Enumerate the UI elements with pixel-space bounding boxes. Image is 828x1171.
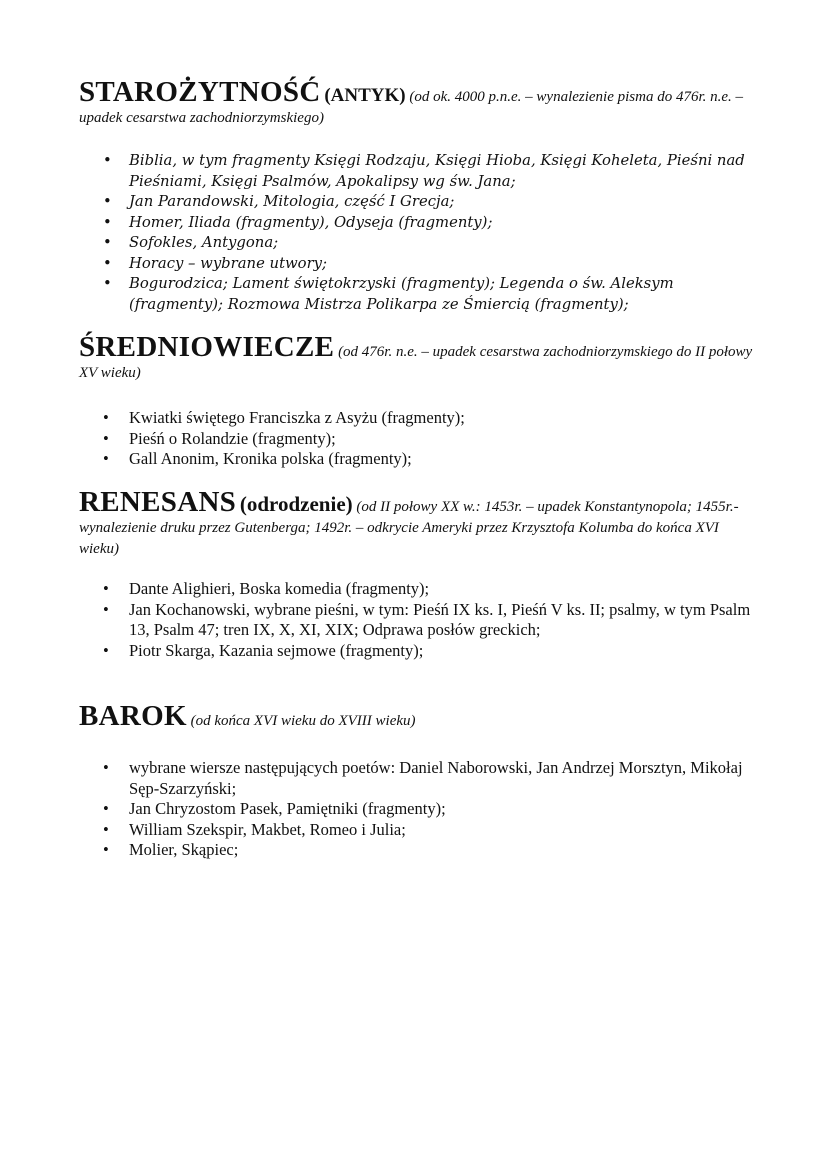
list-item: • wybrane wiersze następujących poetów: Daniel Naborowski, Jan Andrzej Morsztyn, Mikołaj Sęp-Szarzyński;: [103, 758, 743, 798]
list-item: • Jan Parandowski, Mitologia, część I Grecja;: [103, 193, 455, 210]
section-heading: [79, 331, 754, 384]
list-item: • Gall Anonim, Kronika polska (fragmenty);: [103, 449, 412, 468]
list-item: • Dante Alighieri, Boska komedia (fragmenty);: [103, 579, 430, 598]
section-title: BAROK: [79, 700, 187, 732]
list-item: • Jan Chryzostom Pasek, Pamiętniki (fragmenty);: [103, 799, 446, 818]
section-heading: [79, 76, 754, 129]
list-item: • Homer, Iliada (fragmenty), Odyseja (fragmenty);: [103, 213, 493, 231]
list-item: • Sofokles, Antygona;: [103, 234, 279, 251]
section-title: STAROŻYTNOŚĆ: [79, 76, 321, 108]
section-subtitle: (ANTYK): [324, 85, 406, 106]
section-note: (od końca XVI wieku do XVIII wieku): [190, 713, 416, 729]
list-item: • Molier, Skąpiec;: [103, 840, 239, 859]
section-list: [79, 579, 759, 661]
section-heading: [79, 700, 754, 732]
list-item: • Piotr Skarga, Kazania sejmowe (fragmenty);: [103, 640, 424, 660]
section-note: (od ok. 4000 p.n.e. – wynalezienie pisma do 476r. n.e. – upadek cesarstwa zachodniorzymskiego): [79, 89, 744, 126]
section-list: [79, 151, 759, 315]
list-item: • Biblia, w tym fragmenty Księgi Rodzaju, Księgi Hioba, Księgi Koheleta, Pieśni nad Pieśniami, Księgi Psalmów, Apokalipsy wg św. Jana;: [103, 152, 745, 190]
section-list: [79, 408, 759, 470]
section-title: RENESANS: [79, 486, 237, 518]
section-note: (od II połowy XX w.: 1453r. – upadek Konstantynopola; 1455r.- wynalezienie druku przez Gutenberga; 1492r. – odkrycie Ameryki przez Krzysztofa Kolumba do końca XVI wieku): [79, 499, 739, 557]
list-item: • Jan Kochanowski, wybrane pieśni, w tym: Pieśń IX ks. I, Pieśń V ks. II; psalmy, w tym Psalm 13, Psalm 47; tren IX, X, XI, XIX; Odprawa posłów greckich;: [103, 599, 751, 639]
list-item: • Bogurodzica; Lament świętokrzyski (fragmenty); Legenda o św. Aleksym (fragmenty); Rozmowa Mistrza Polikarpa ze Śmiercią (fragmenty);: [103, 275, 674, 313]
list-item: • Kwiatki świętego Franciszka z Asyżu (fragmenty);: [103, 408, 465, 427]
section-list: [79, 758, 759, 861]
section-barok: [79, 700, 754, 732]
section-renesans: [79, 486, 754, 560]
list-item: • Pieśń o Rolandzie (fragmenty);: [103, 428, 336, 448]
section-title: ŚREDNIOWIECZE: [79, 331, 335, 363]
section-sredniowiecze: [79, 331, 754, 384]
section-starozytnosc: [79, 76, 754, 129]
section-note: (od 476r. n.e. – upadek cesarstwa zachodniorzymskiego do II połowy XV wieku): [79, 344, 753, 381]
section-subtitle: (odrodzenie): [239, 492, 353, 516]
list-item: • Horacy – wybrane utwory;: [103, 254, 328, 272]
list-item: • William Szekspir, Makbet, Romeo i Julia;: [103, 819, 406, 839]
section-heading: [79, 486, 754, 560]
